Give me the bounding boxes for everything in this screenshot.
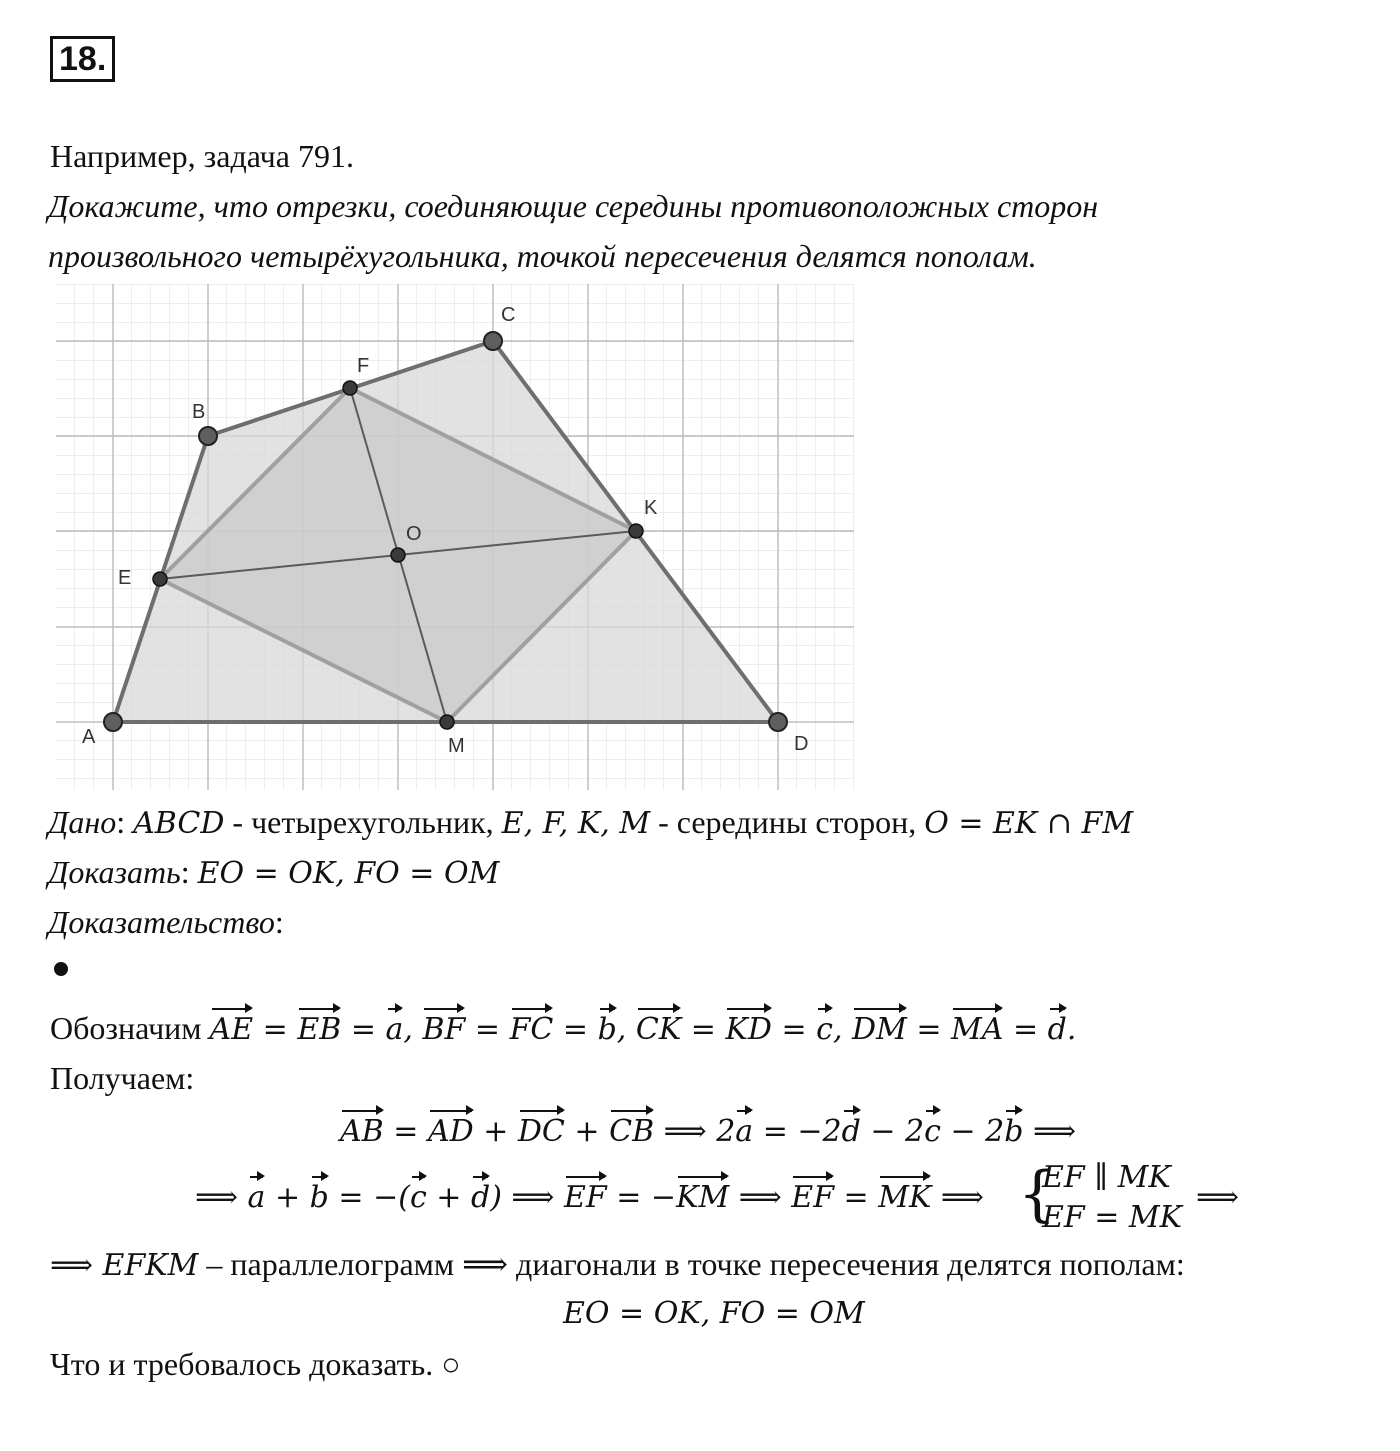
- vector-b: b: [598, 1010, 617, 1050]
- given-text-2: - середины сторон,: [650, 804, 925, 840]
- statement-line-2: произвольного четырёхугольника, точкой пересечения делятся пополам.: [48, 238, 1037, 274]
- system-line-1: EF ∥ MK: [1042, 1160, 1171, 1195]
- label-c: C: [501, 304, 516, 326]
- obtain-text: Получаем:: [50, 1060, 195, 1096]
- statement-line-1: Докажите, что отрезки, соединяющие середины противоположных сторон: [48, 188, 1099, 224]
- intro-text: Например, задача 791.: [50, 138, 354, 174]
- conclusion-text: – параллелограмм ⟹ диагонали в точке пересечения делятся пополам:: [198, 1246, 1185, 1282]
- problem-number: 18.: [50, 36, 115, 82]
- given-label: Дано: [48, 804, 117, 840]
- conclusion-prefix: ⟹: [50, 1248, 103, 1283]
- point-f: [343, 381, 357, 395]
- vector-ck: CK: [636, 1010, 681, 1050]
- label-e: E: [118, 567, 132, 589]
- implies-arrow: ⟹: [1196, 1180, 1240, 1215]
- final-equation: EO = OK, FO = OM: [563, 1296, 865, 1331]
- vector-fc: FC: [510, 1010, 554, 1050]
- conclusion-line: [50, 1244, 1185, 1286]
- prove-line: Доказать: EO = OK, FO = OM: [48, 854, 500, 891]
- point-e: [153, 572, 167, 586]
- given-intersection: O = EK ∩ FM: [924, 806, 1134, 841]
- point-c: [484, 332, 502, 350]
- point-a: [104, 713, 122, 731]
- vector-d: d: [1048, 1010, 1067, 1050]
- system-line-2: EF = MK: [1042, 1200, 1183, 1235]
- label-m: M: [448, 735, 465, 757]
- label-b: B: [192, 401, 206, 423]
- vector-eb: EB: [297, 1010, 341, 1050]
- vector-a: a: [386, 1010, 404, 1050]
- given-quad: ABCD: [133, 806, 225, 841]
- point-b: [199, 427, 217, 445]
- equation-line-2: ⟹ a + b = −(c + d) ⟹ EF = −KM ⟹ EF = MK ⟹: [195, 1178, 984, 1218]
- given-midpoints: E, F, K, M: [501, 806, 651, 841]
- vector-ae: AE: [210, 1010, 254, 1050]
- label-f: F: [357, 355, 370, 377]
- proof-heading: Доказательство:: [48, 904, 284, 940]
- point-o: [391, 548, 405, 562]
- vector-dm: DM: [852, 1010, 907, 1050]
- equation-line-1: AB = AD + DC + CB ⟹ 2a = −2d − 2c − 2b ⟹: [340, 1112, 1076, 1152]
- prove-label: Доказать: [48, 854, 181, 890]
- label-k: K: [644, 497, 658, 519]
- qed-text: Что и требовалось доказать. ○: [50, 1346, 461, 1382]
- given-line: Дано: ABCD - четырехугольник, E, F, K, M - середины сторон, O = EK ∩ FM: [48, 804, 1134, 841]
- point-d: [769, 713, 787, 731]
- system-brace: {: [1018, 1159, 1057, 1229]
- label-o: O: [406, 523, 422, 545]
- vector-bf: BF: [422, 1010, 465, 1050]
- bullet: [54, 962, 68, 976]
- point-k: [629, 524, 643, 538]
- proof-label: Доказательство: [48, 904, 275, 940]
- label-d: D: [794, 733, 809, 755]
- conclusion-figure: EFKM: [102, 1248, 199, 1283]
- denote-line: Обозначим AE = EB = a, BF = FC = b, CK = KD = c, DM = MA = d.: [50, 1008, 1076, 1050]
- label-a: A: [82, 726, 96, 748]
- prove-expr: EO = OK, FO = OM: [197, 856, 500, 891]
- vector-ma: MA: [951, 1010, 1003, 1050]
- denote-word: Обозначим: [50, 1010, 202, 1046]
- point-m: [440, 715, 454, 729]
- vector-c: c: [816, 1010, 833, 1050]
- given-text-1: - четырехугольник,: [224, 804, 502, 840]
- vector-kd: KD: [725, 1010, 771, 1050]
